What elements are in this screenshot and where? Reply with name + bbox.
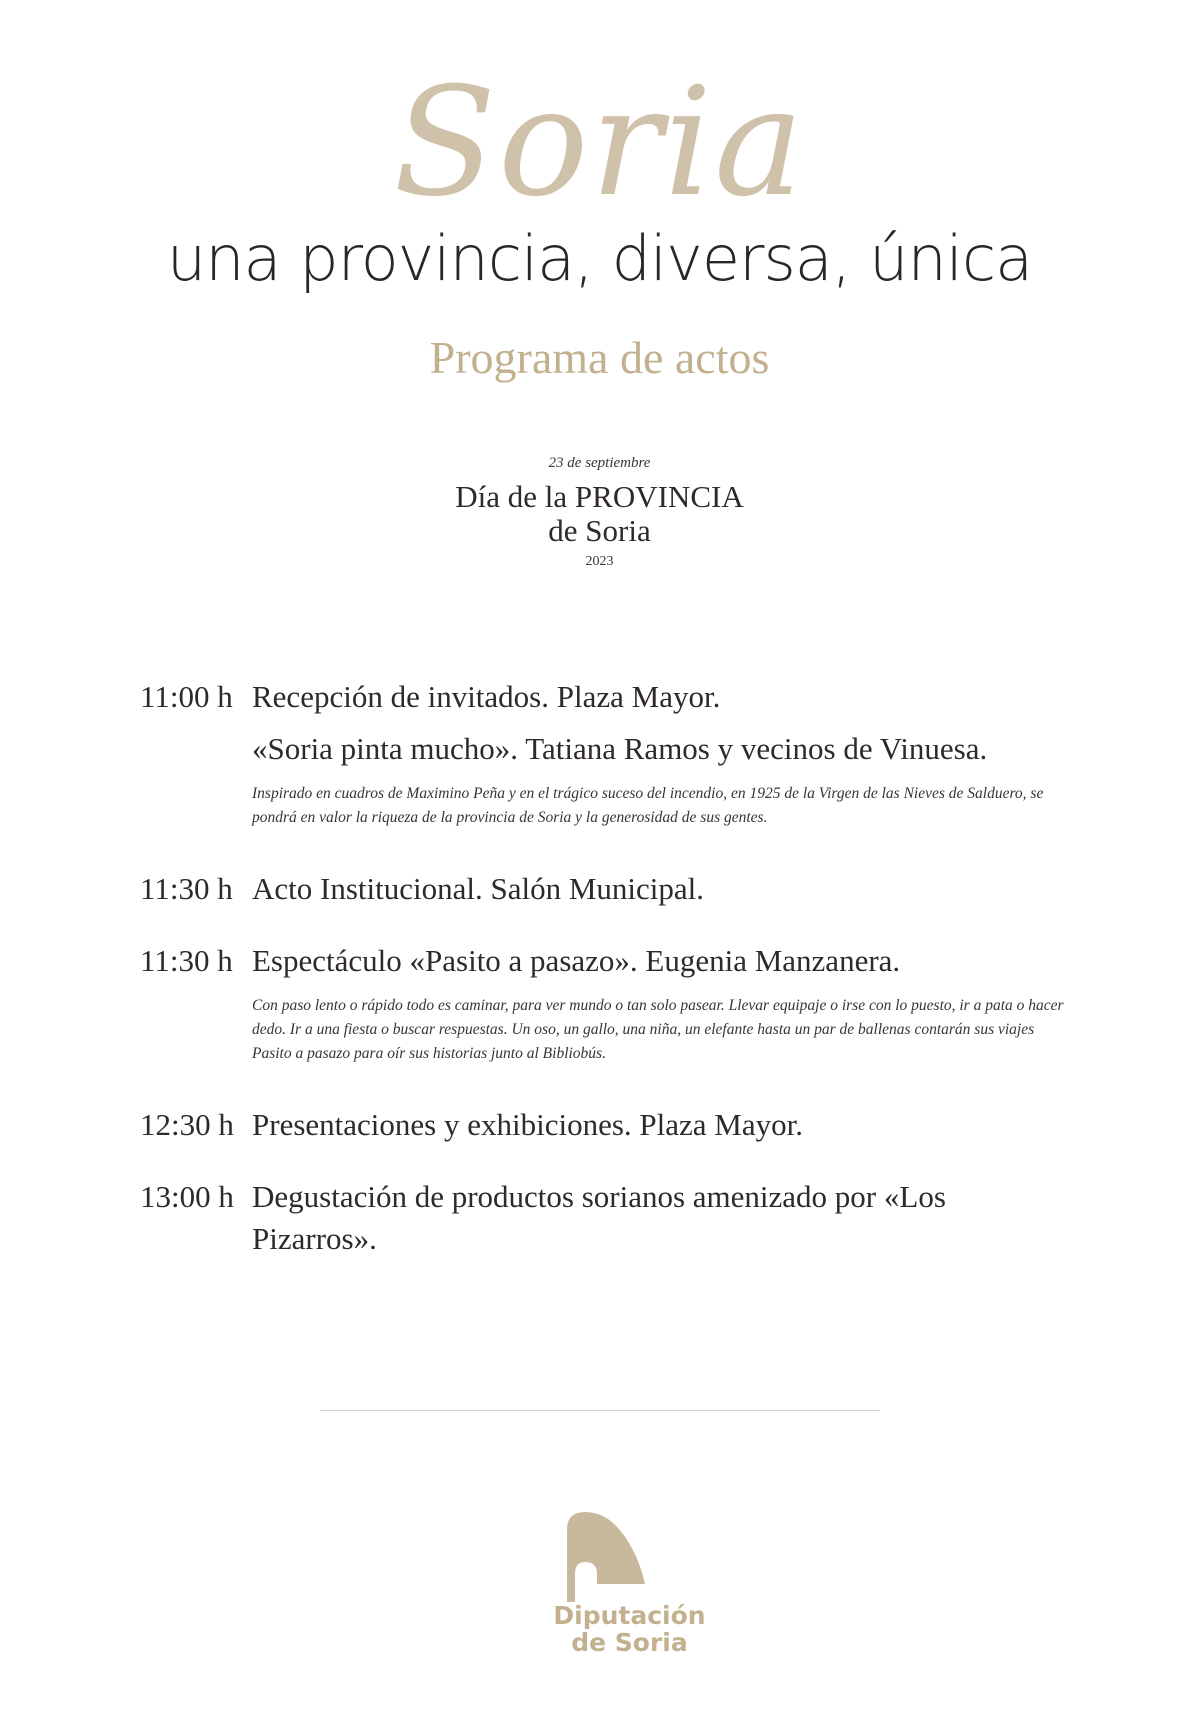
program-title: Espectáculo «Pasito a pasazo». Eugenia Manzanera.	[252, 943, 901, 978]
program-title: Acto Institucional. Salón Municipal.	[252, 871, 705, 906]
headline: una provincia, diversa, única	[166, 222, 1033, 295]
program-time: 12:30 h	[140, 1107, 234, 1142]
day-title-line2: de Soria	[548, 513, 651, 548]
date-block	[0, 455, 1199, 570]
program-item	[140, 940, 1070, 1074]
program-subtitle-line: «Soria pinta mucho». Tatiana Ramos y vecinos de Vinuesa.	[252, 731, 988, 766]
program-subtitle: Programa de actos	[429, 332, 770, 383]
program-description: Inspirado en cuadros de Maximino Peña y en el trágico suceso del incendio, en 1925 de la Virgen de las Nieves de Salduero, se pondrá en valor la riqueza de la provincia de Soria y la generosidad de sus gentes.	[252, 785, 1044, 826]
day-title-line1: Día de la PROVINCIA	[455, 479, 744, 514]
diputacion-arch-icon	[545, 1512, 655, 1602]
program-title: Recepción de invitados. Plaza Mayor.	[252, 679, 721, 714]
program-list	[140, 676, 1070, 1290]
program-description: Con paso lento o rápido todo es caminar, para ver mundo o tan solo pasear. Llevar equipaje o irse con lo puesto, ir a pata o hacer dedo. Ir a una fiesta o buscar respuestas. Un oso, un gallo, una niña, un elefante hasta un par de ballenas contarán sus viajes Pasito a pasazo para oír sus historias junto al Bibliobús.	[252, 997, 1064, 1062]
program-title: Presentaciones y exhibiciones. Plaza Mayor.	[252, 1107, 803, 1142]
program-item	[140, 1176, 1070, 1260]
program-time: 11:00 h	[140, 679, 233, 714]
script-title: Soria	[393, 56, 806, 230]
logo-text-line1: Diputación	[553, 1601, 706, 1630]
event-date: 23 de septiembre	[548, 455, 651, 471]
diputacion-logo	[0, 1512, 1199, 1656]
footer-divider	[320, 1410, 880, 1411]
program-time: 11:30 h	[140, 871, 233, 906]
program-item	[140, 676, 1070, 838]
program-item	[140, 1104, 1070, 1146]
logo-text-line2: de Soria	[571, 1628, 688, 1657]
program-title: Degustación de productos sorianos amenizado por «Los Pizarros».	[252, 1179, 946, 1256]
program-time: 13:00 h	[140, 1179, 234, 1214]
program-item	[140, 868, 1070, 910]
program-time: 11:30 h	[140, 943, 233, 978]
event-year: 2023	[585, 554, 614, 569]
